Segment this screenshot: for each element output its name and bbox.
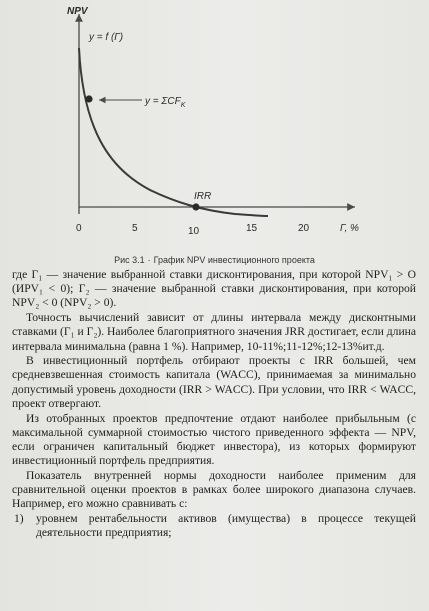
paragraph: Точность вычислений зависит от длины интервала между дисконтными ставками (Г₁ и Г₂). Наиболее благоприятного значения JRR достигает, если длина интервала минимальна (равна 1 %). Например, 10-11%;11-12%;12-13%ит.д. (12, 311, 416, 353)
list-number: 1) (14, 511, 24, 525)
caption-label: Рис 3.1 (114, 255, 145, 265)
curve-label: y = f (Г) (89, 32, 124, 43)
list-text: уровнем рентабельности активов (имущества) в процессе текущей деятельности предприятия; (36, 511, 416, 540)
irr-label: IRR (194, 191, 212, 202)
irr-point (192, 203, 199, 210)
x-tick-label: 20 (298, 223, 310, 234)
figure-caption (0, 255, 429, 265)
caption-title: График NPV инвестиционного проекта (153, 255, 315, 265)
npv-curve (79, 48, 268, 216)
paragraph: Из отобранных проектов предпочтение отдают наиболее прибыльным (с максимальной суммарной стоимостью чистого приведенного эффекта — NPV, если ограничен капитальный бюджет инвестора), из которых формируют инвестиционный портфель предприятия. (12, 411, 416, 468)
x-tick-label: 5 (132, 223, 138, 234)
x-axis-label: Г, % (340, 223, 359, 234)
x-tick-label: 0 (76, 223, 82, 234)
body-text (12, 268, 416, 540)
point-label: $y = \Sigma CF_K$ (145, 96, 186, 109)
x-tick-label: 10 (188, 226, 200, 237)
y-axis-label: NPV (67, 6, 88, 17)
npv-intercept-point (85, 95, 92, 102)
x-tick-label: 15 (246, 223, 258, 234)
caption-separator: · (147, 255, 151, 265)
npv-graph (0, 0, 429, 250)
list-item (12, 512, 416, 540)
paragraph: В инвестиционный портфель отбирают проекты с IRR большей, чем средневзвешенная стоимость капитала (WACC), принимаемая за минимально допустимый уровень доходности (IRR > WACC). При условии, что IRR < WACC, проект отвергают. (12, 354, 416, 410)
paragraph: Показатель внутренней нормы доходности наиболее применим для сравнительной оценки проектов в рамках более широкого диапазона случаев. Например, его можно сравнивать с: (12, 468, 416, 511)
paragraph: где Г₁ — значение выбранной ставки дисконтирования, при которой NPV₁ > О (ИPV₁ < 0); Г₂ — значение выбранной ставки дисконтирования, при которой NPV₂ < 0 (NPV₂ > 0). (12, 268, 416, 310)
